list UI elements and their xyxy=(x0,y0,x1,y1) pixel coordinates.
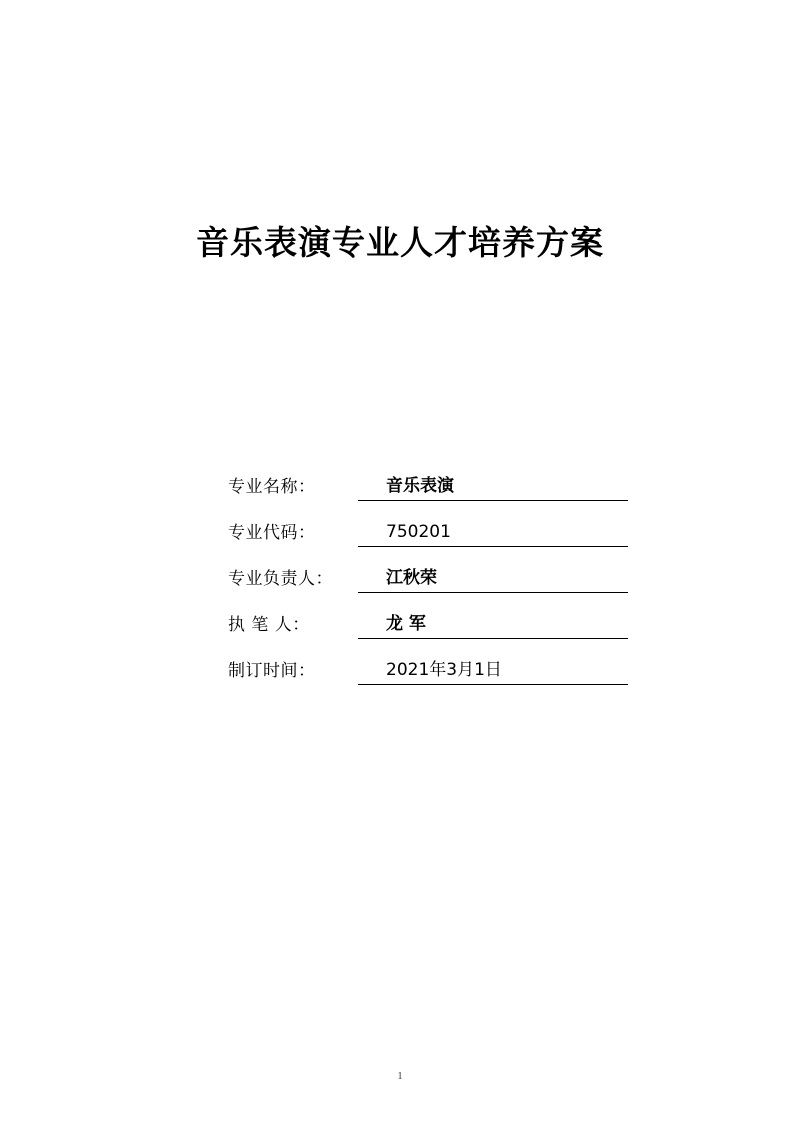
field-row xyxy=(228,455,628,501)
field-label-date: 制订时间： xyxy=(228,661,316,681)
field-row xyxy=(228,501,628,547)
field-value-author: 龙 军 xyxy=(358,614,628,639)
field-row xyxy=(228,593,628,639)
field-value-date: 2021年3月1日 xyxy=(358,660,628,685)
field-value-major-name: 音乐表演 xyxy=(358,476,628,501)
field-value-major-leader: 江秋荣 xyxy=(358,568,628,593)
field-label-author: 执 笔 人： xyxy=(228,615,310,635)
field-label-major-leader: 专业负责人： xyxy=(228,569,333,589)
cover-fields xyxy=(228,455,628,685)
field-value-major-code: 750201 xyxy=(358,522,628,547)
field-row xyxy=(228,547,628,593)
field-label-major-name: 专业名称： xyxy=(228,477,316,497)
field-row xyxy=(228,639,628,685)
field-label-major-code: 专业代码： xyxy=(228,523,316,543)
page-number: 1 xyxy=(397,1070,403,1082)
page-title: 音乐表演专业人才培养方案 xyxy=(196,223,604,262)
